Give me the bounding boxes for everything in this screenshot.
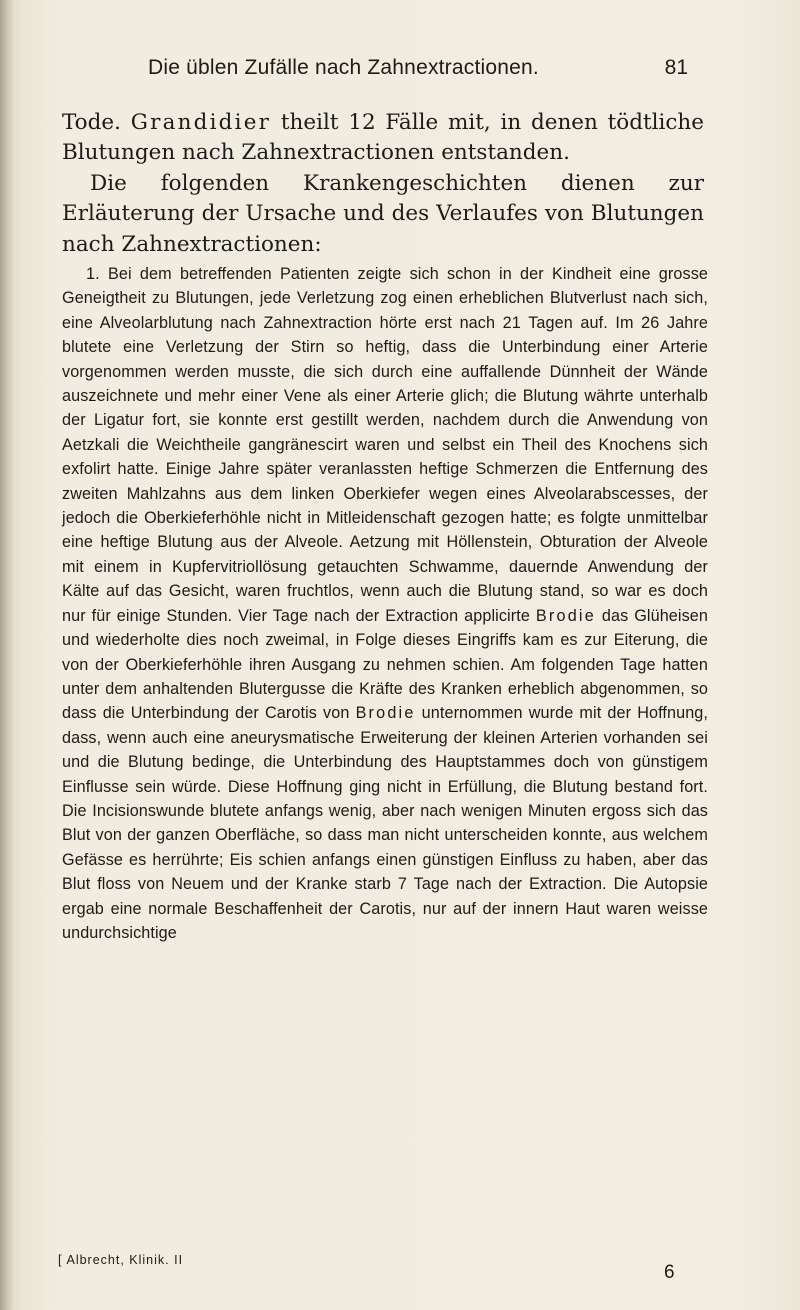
author-name-brodie-1: Brodie: [535, 606, 596, 625]
page-gutter-shadow: [0, 0, 14, 1310]
intro-paragraph-2: Die folgenden Krankengeschichten dienen zur Erläuterung der Ursache und des Verlaufes von Blutungen nach Zahnextractionen:: [62, 170, 704, 257]
author-name-brodie-2: Brodie: [355, 704, 416, 723]
printer-signature: [58, 1253, 183, 1267]
case-paragraph: [62, 262, 708, 945]
case-report-1: [62, 262, 708, 945]
page-number: 81: [664, 56, 688, 79]
intro-text-start: Tode.: [62, 110, 131, 135]
intro-text: [62, 108, 704, 260]
intro-paragraph-1: [62, 108, 704, 169]
signature-bracket: [: [58, 1253, 63, 1267]
intro-text-rest: theilt 12 Fälle mit, in denen tödtliche Blutungen nach Zahnextractionen entstanden.: [62, 110, 704, 166]
signature-text: Albrecht, Klinik. II: [66, 1253, 184, 1267]
case-text-part-3: unternommen wurde mit der Hoffnung, dass, wenn auch eine aneurysmatische Erweiterung der kleinen Arterien vorhanden sei und die Blutung bedinge, die Unterbindung des Hauptstammes doch von günstigem Einflusse sein würde. Diese Hoffnung ging nicht in Erfüllung, die Blutung bestand fort. Die Incisionswunde blutete anfangs wenig, aber nach wenigen Minuten ergoss sich das Blut von der ganzen Oberfläche, so dass man nicht unterscheiden konnte, aus welchem Gefässe es herrührte; Eis schien anfangs einen günstigen Einfluss zu haben, aber das Blut floss von Neuem und der Kranke starb 7 Tage nach der Extraction. Die Autopsie ergab eine normale Beschaffenheit der Carotis, nur auf der innern Haut waren weisse undurchsichtige: [62, 704, 708, 942]
case-text-part-1: 1. Bei dem betreffenden Patienten zeigte sich schon in der Kindheit eine grosse Geneigtheit zu Blutungen, jede Verletzung zog einen erheblichen Blutverlust nach sich, eine Alveolarblutung nach Zahnextraction hörte erst nach 21 Tagen auf. Im 26 Jahre blutete eine Verletzung der Stirn so heftig, dass die Unterbindung einer Arterie vorgenommen werden musste, die sich durch eine auffallende Dünnheit der Wände auszeichnete und mehr einer Vene als einer Arterie glich; die Blutung währte unterhalb der Ligatur fort, sie konnte erst gestillt werden, nachdem durch die Anwendung von Aetzkali die Weichtheile gangränescirt waren und selbst ein Theil des Knochens sich exfolirt hatte. Einige Jahre später veranlassten heftige Schmerzen die Entfernung des zweiten Mahlzahns aus dem linken Oberkiefer wegen eines Alveolarabscesses, der jedoch die Oberkieferhöhle nicht in Mitleidenschaft gezogen hatte; es folgte unmittelbar eine heftige Blutung aus der Alveole. Aetzung mit Höllenstein, Obturation der Alveole mit einem in Kupfervitriollösung getauchten Schwamme, dauernde Anwendung der Kälte auf das Gesicht, waren fruchtlos, wenn auch die Blutung stand, so war es doch nur für einige Stunden. Vier Tage nach der Extraction applicirte: [62, 265, 708, 625]
case-text-part-2: das Glüheisen und wiederholte dies noch zweimal, in Folge dieses Eingriffs kam es zur Eiterung, die von der Oberkieferhöhle ihren Ausgang zu nehmen schien. Am folgenden Tage hatten unter dem anhaltenden Blutergusse die Kräfte des Kranken erheblich abgenommen, so dass die Unterbindung der Carotis von: [62, 606, 709, 723]
running-title: Die üblen Zufälle nach Zahnextractionen.: [148, 56, 539, 79]
author-name-grandidier: Grandidier: [130, 110, 272, 135]
page-header: [148, 56, 688, 86]
sheet-mark: 6: [664, 1262, 675, 1283]
